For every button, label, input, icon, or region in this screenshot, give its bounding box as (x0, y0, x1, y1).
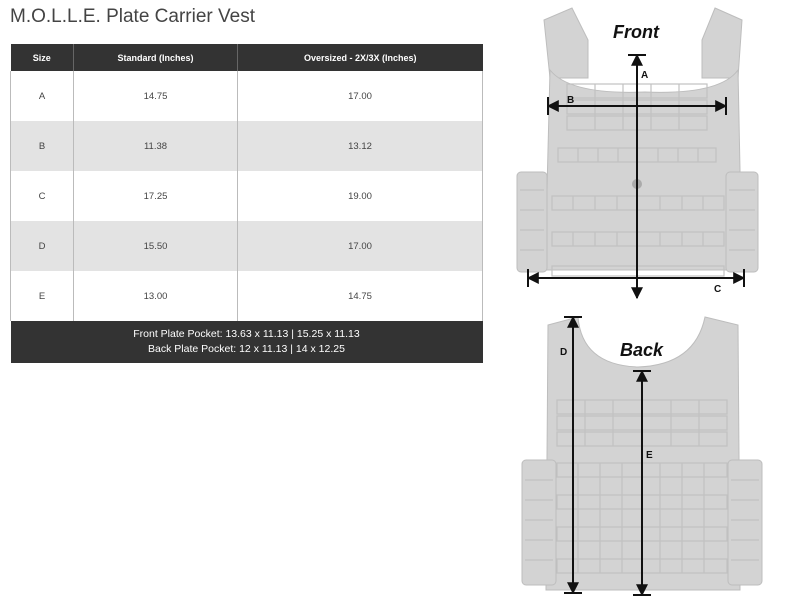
dimension-a-label: A (641, 70, 649, 81)
oversized-cell: 13.12 (238, 121, 483, 171)
dimension-d-label: D (560, 347, 568, 358)
dimension-b-label: B (567, 95, 575, 106)
table-header-row (11, 44, 483, 71)
table-row (11, 121, 483, 171)
back-right-side-panel (728, 460, 762, 585)
table-row (11, 71, 483, 121)
front-label: Front (613, 22, 659, 42)
back-plate-pocket-text: Back Plate Pocket: 12 x 11.13 | 14 x 12.25 (148, 343, 345, 355)
header-standard: Standard (Inches) (74, 44, 238, 71)
standard-cell: 11.38 (74, 121, 238, 171)
size-cell: D (11, 221, 74, 271)
back-vest-diagram (510, 305, 800, 600)
oversized-cell: 17.00 (238, 221, 483, 271)
standard-cell: 17.25 (74, 171, 238, 221)
table-footer-row (11, 321, 483, 363)
back-left-side-panel (522, 460, 556, 585)
front-right-side-panel (726, 172, 758, 272)
dimension-e-label: E (646, 450, 653, 461)
size-cell: A (11, 71, 74, 121)
plate-pocket-note (11, 321, 483, 363)
size-cell: B (11, 121, 74, 171)
oversized-cell: 19.00 (238, 171, 483, 221)
oversized-cell: 17.00 (238, 71, 483, 121)
front-vest-diagram (510, 0, 800, 305)
size-cell: C (11, 171, 74, 221)
table-row (11, 271, 483, 321)
front-left-side-panel (517, 172, 547, 272)
page-title: M.O.L.L.E. Plate Carrier Vest (10, 6, 255, 27)
size-cell: E (11, 271, 74, 321)
standard-cell: 15.50 (74, 221, 238, 271)
header-oversized: Oversized - 2X/3X (Inches) (238, 44, 483, 71)
front-right-strap (702, 8, 742, 78)
size-chart-table (10, 44, 483, 363)
header-size: Size (11, 44, 74, 71)
standard-cell: 13.00 (74, 271, 238, 321)
oversized-cell: 14.75 (238, 271, 483, 321)
table-row (11, 171, 483, 221)
front-left-strap (544, 8, 588, 78)
dimension-c-label: C (714, 284, 722, 295)
front-plate-pocket-text: Front Plate Pocket: 13.63 x 11.13 | 15.25 x 11.13 (133, 328, 360, 340)
standard-cell: 14.75 (74, 71, 238, 121)
table-row (11, 221, 483, 271)
back-label: Back (620, 340, 664, 360)
